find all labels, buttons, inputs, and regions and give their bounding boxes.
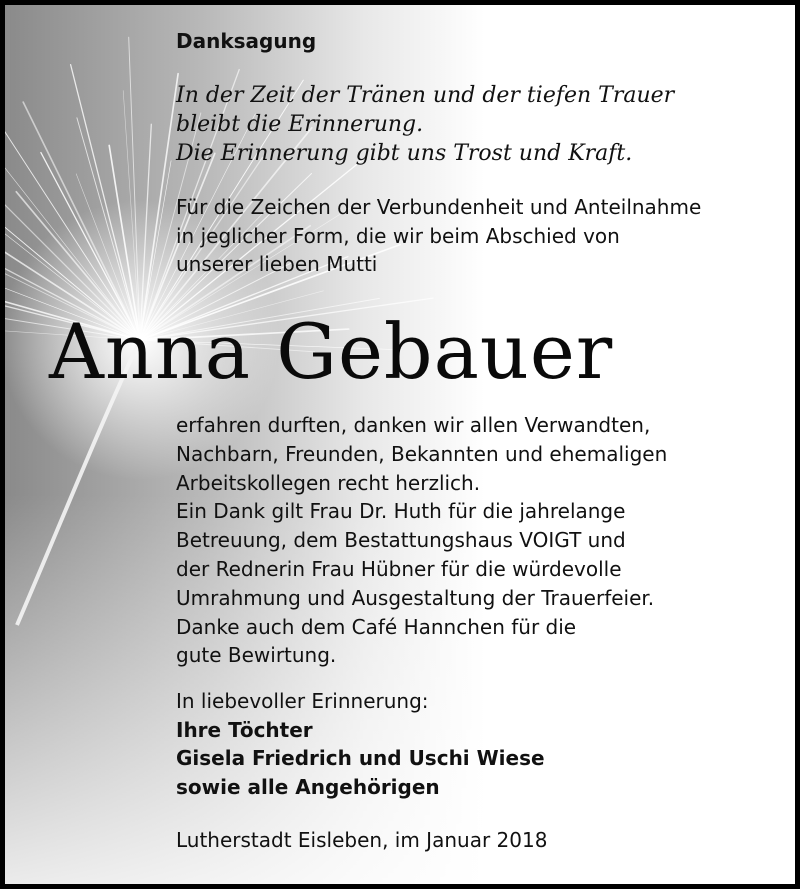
- closing-relatives: sowie alle Angehörigen: [176, 774, 440, 799]
- closing-signature: [176, 687, 545, 801]
- thanks-line: Umrahmung und Ausgestaltung der Trauerfeier.: [176, 585, 655, 610]
- closing-intro: In liebevoller Erinnerung:: [176, 689, 429, 713]
- thanks-line: Danke auch dem Café Hannchen für die: [176, 614, 577, 639]
- thanks-paragraph: [176, 411, 667, 670]
- thanks-line: erfahren durften, danken wir allen Verwandten,: [176, 413, 651, 437]
- poem: [176, 81, 674, 168]
- place-date: Lutherstadt Eisleben, im Januar 2018: [176, 828, 548, 852]
- thanks-line: Arbeitskollegen recht herzlich.: [176, 470, 481, 495]
- thanks-line: Nachbarn, Freunden, Bekannten und ehemaligen: [176, 441, 668, 466]
- thanks-line: der Rednerin Frau Hübner für die würdevolle: [176, 556, 622, 581]
- intro-line: Für die Zeichen der Verbundenheit und Anteilnahme: [176, 195, 702, 219]
- intro-line: in jeglicher Form, die wir beim Abschied von: [176, 223, 620, 248]
- closing-daughters: Ihre Töchter: [176, 717, 313, 742]
- poem-line: Die Erinnerung gibt uns Trost und Kraft.: [176, 141, 633, 166]
- heading-danksagung: Danksagung: [176, 29, 317, 53]
- intro-line: unserer lieben Mutti: [176, 252, 378, 276]
- poem-line: In der Zeit der Tränen und der tiefen Trauer: [176, 83, 675, 108]
- closing-names: Gisela Friedrich und Uschi Wiese: [176, 746, 545, 770]
- thanks-line: Betreuung, dem Bestattungshaus VOIGT und: [176, 528, 626, 553]
- thanks-line: Ein Dank gilt Frau Dr. Huth für die jahrelange: [176, 499, 626, 524]
- poem-line: bleibt die Erinnerung.: [176, 112, 424, 137]
- intro-paragraph: [176, 193, 701, 279]
- deceased-name: Anna Gebauer: [49, 307, 614, 396]
- thanks-line: gute Bewirtung.: [176, 643, 337, 668]
